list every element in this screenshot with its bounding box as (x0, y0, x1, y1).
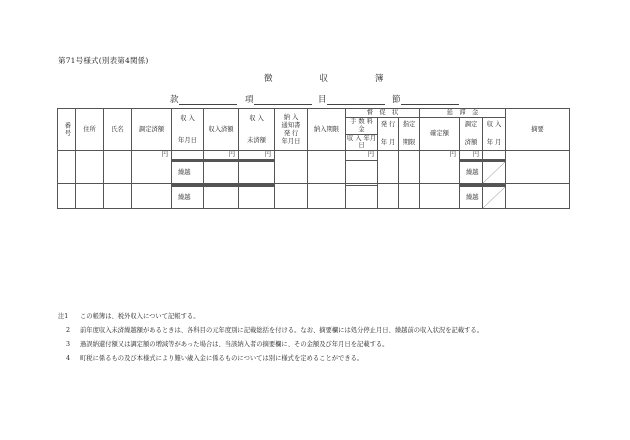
cell-shuunyuu-zumi[interactable]: 円 (204, 151, 239, 160)
col-chotei-zumi: 調定済額 (132, 109, 172, 151)
diagonal-cell (483, 162, 506, 184)
cell-nounyuu-kigen[interactable] (308, 151, 346, 184)
cell-tesuuryou[interactable]: 円 (346, 151, 378, 161)
col-shuunyuu-entai: 収 入 年 月 (483, 117, 506, 150)
col-shuunyuu-zumi: 収入済額 (204, 109, 239, 151)
cell-shimei[interactable] (104, 151, 132, 184)
cell-mi-zumi[interactable] (239, 187, 275, 209)
table-row (58, 151, 570, 160)
col-shuunyuu: 収 入 年月日 (172, 109, 204, 151)
setsu-label: 節 (392, 95, 401, 105)
col-mi-shuunyuu: 収 入 未済額 (239, 109, 275, 151)
note-item: 4 町税に係るもの及び本様式により難い歳入金に係るものについては別に様式を定めることができる。 (66, 355, 364, 362)
col-tekiyou: 摘要 (506, 109, 570, 151)
cell-entai-chotei[interactable]: 円 (460, 151, 483, 160)
note-item: 2 前年度収入未済繰越額があるときは、各科目の元年度別に記載総括を付ける。なお、摘要欄には処分停止月日、繰越前の収入状況を記載する。 (66, 327, 483, 334)
col-chotei-zumi-entai: 調定 済額 (460, 117, 483, 150)
cell-kurikoshi: 繰越 (460, 162, 483, 184)
moku-label: 目 (318, 95, 327, 105)
cell-chotei-zumi[interactable]: 円 (132, 151, 172, 184)
cell-kakutei[interactable] (420, 184, 460, 209)
kan-field[interactable] (179, 97, 237, 105)
cell-nounyuu-kigen[interactable] (308, 184, 346, 209)
col-hakkou: 発 行 年 月 (378, 117, 399, 150)
cell-kurikoshi: 繰越 (172, 162, 204, 184)
cell-jusho[interactable] (76, 184, 104, 209)
col-shitei-kigen: 指定 期限 (399, 117, 420, 150)
col-bango: 番号 (58, 109, 76, 151)
col-tokusoku-group: 督 促 状 (346, 109, 420, 118)
kan-label: 款 (170, 95, 179, 105)
kou-label: 項 (245, 95, 254, 105)
cell-entai-shuunyuu[interactable] (483, 151, 506, 160)
diagonal-cell (483, 187, 506, 209)
cell-tekiyou[interactable] (506, 184, 570, 209)
cell-tekiyou[interactable] (506, 151, 570, 184)
cell-mi-zumi[interactable] (239, 162, 275, 184)
collection-ledger-table (57, 108, 570, 209)
cell-hakkou[interactable] (378, 184, 399, 209)
header-row-1 (58, 109, 570, 118)
kou-field[interactable] (254, 97, 312, 105)
col-shimei: 氏名 (104, 109, 132, 151)
ledger-title: 徴 収 簿 (264, 74, 394, 84)
setsu-field[interactable] (401, 97, 459, 105)
cell-tesuu-shuunyuu[interactable] (346, 161, 378, 184)
cell-kurikoshi: 繰越 (172, 187, 204, 209)
cell-shuunyuu-date[interactable] (172, 151, 204, 160)
col-nounyuu-tsuuchi: 納 入 通知書 発 行 年月日 (275, 109, 308, 151)
cell-kakutei[interactable]: 円 (420, 151, 460, 184)
cell-shuunyuu-zumi[interactable] (204, 187, 239, 209)
form-number: 第71号様式(別表第4関係) (58, 56, 149, 65)
col-entai-group: 延 滞 金 (420, 109, 506, 118)
col-tesuuryou: 手 数 料 金 (346, 117, 378, 134)
cell-shimei[interactable] (104, 184, 132, 209)
cell-jusho[interactable] (76, 151, 104, 184)
notes (58, 310, 578, 366)
cell-hakkou[interactable] (378, 151, 399, 184)
col-jusho: 住所 (76, 109, 104, 151)
note-item: 3 過誤納還付額又は調定額の増減等があった場合は、当該納入者の摘要欄に、その金額及び年月日を記載する。 (66, 341, 389, 348)
cell-mi-zumi[interactable]: 円 (239, 151, 275, 160)
cell-chotei-zumi[interactable] (132, 184, 172, 209)
cell-bango[interactable] (58, 151, 76, 184)
col-kakutei: 確定額 (420, 117, 460, 150)
col-nounyuu-kigen: 納入期限 (308, 109, 346, 151)
note-item: 注1 この帳簿は、税外収入について記帳する。 (58, 313, 200, 320)
cell-shitei-kigen[interactable] (399, 151, 420, 184)
cell-nounyuu-tsuuchi[interactable] (275, 151, 308, 184)
col-tesuu-shuunyuu: 収 入 年月日 (346, 134, 377, 150)
cell-tesuu-shuunyuu[interactable] (346, 186, 378, 209)
cell-nounyuu-tsuuchi[interactable] (275, 184, 308, 209)
cell-bango[interactable] (58, 184, 76, 209)
moku-field[interactable] (327, 97, 385, 105)
cell-shuunyuu-zumi[interactable] (204, 162, 239, 184)
cell-shitei-kigen[interactable] (399, 184, 420, 209)
cell-kurikoshi: 繰越 (460, 187, 483, 209)
